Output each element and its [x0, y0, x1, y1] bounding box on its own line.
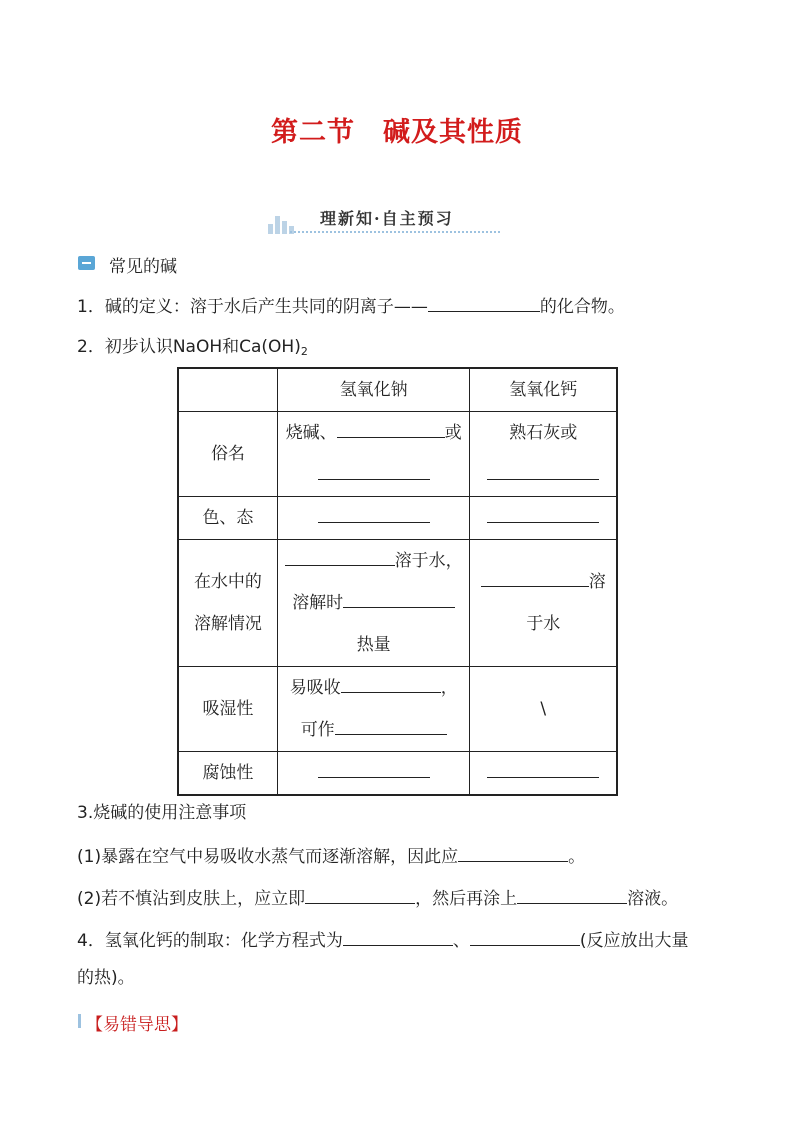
q4-mid: 、	[452, 931, 470, 951]
q3-p2-suffix: 溶液。	[627, 889, 679, 909]
answer-blank[interactable]	[343, 927, 453, 946]
answer-blank[interactable]	[341, 676, 441, 693]
q3-p2-mid: ，然后再涂上	[415, 889, 518, 909]
cell-text: 易吸收	[289, 678, 341, 698]
answer-blank[interactable]	[481, 570, 589, 587]
answer-blank[interactable]	[337, 421, 445, 438]
row-label-color: 色、态	[178, 497, 277, 540]
table-row	[178, 752, 617, 796]
answer-blank[interactable]	[318, 506, 430, 523]
cell-text: 溶于水，	[394, 551, 463, 571]
cell-text: 溶	[588, 572, 606, 592]
answer-blank[interactable]	[318, 761, 430, 778]
question-3-part-1	[77, 843, 585, 869]
cell-naoh-solubility	[277, 540, 470, 667]
answer-blank[interactable]	[470, 927, 580, 946]
marker-icon	[78, 1014, 81, 1028]
answer-blank[interactable]	[343, 591, 455, 608]
answer-blank[interactable]	[318, 463, 430, 480]
question-4	[77, 927, 688, 953]
header-naoh: 氢氧化钠	[277, 368, 470, 412]
table-row	[178, 412, 617, 497]
table-row	[178, 368, 617, 412]
section-banner	[268, 204, 500, 234]
question-3-heading: 3.烧碱的使用注意事项	[77, 803, 247, 823]
header-caoh: 氢氧化钙	[470, 368, 617, 412]
answer-blank[interactable]	[285, 549, 395, 566]
question-1	[77, 293, 625, 319]
cell-text: 熟石灰或	[509, 423, 578, 443]
cell-caoh-name	[470, 412, 617, 497]
table-row	[178, 497, 617, 540]
minus-icon	[78, 256, 95, 270]
cell-text: 热量	[356, 635, 391, 655]
answer-blank[interactable]	[487, 463, 599, 480]
cell-text: ，	[440, 678, 458, 698]
cell-text: 或	[444, 423, 462, 443]
q3-p1-suffix: 。	[568, 847, 586, 867]
q3-p1-text: (1)暴露在空气中易吸收水蒸气而逐渐溶解，因此应	[77, 847, 459, 867]
q3-p2-text: (2)若不慎沾到皮肤上，应立即	[77, 889, 306, 909]
q4-suffix: (反应放出大量	[579, 931, 689, 951]
cell-naoh-hygroscopic	[277, 667, 470, 752]
q4-text: 4．氢氧化钙的制取：化学方程式为	[77, 931, 343, 951]
comparison-table	[177, 367, 618, 796]
q2-subscript: 2	[300, 345, 308, 358]
page-title: 第二节 碱及其性质	[271, 117, 523, 148]
q1-prefix: 1．碱的定义：溶于水后产生共同的阴离子——	[77, 297, 428, 317]
answer-blank[interactable]	[487, 761, 599, 778]
cell-caoh-solubility	[470, 540, 617, 667]
cell-caoh-color	[470, 497, 617, 540]
cell-caoh-hygroscopic: \	[470, 667, 617, 752]
row-label-solubility	[178, 540, 277, 667]
row-label-corrosive: 腐蚀性	[178, 752, 277, 796]
q1-suffix: 的化合物。	[539, 297, 625, 317]
cell-naoh-corrosive	[277, 752, 470, 796]
cell-text: 可作	[300, 720, 335, 740]
answer-blank[interactable]	[458, 843, 568, 862]
question-4-line-2: 的热)。	[77, 968, 135, 988]
table-corner-cell	[178, 368, 277, 412]
cell-text: 溶解时	[292, 593, 344, 613]
answer-blank[interactable]	[305, 885, 415, 904]
row-label-name: 俗名	[178, 412, 277, 497]
error-reflection-text: 【易错导思】	[86, 1015, 188, 1035]
answer-blank[interactable]	[428, 293, 540, 312]
banner-text: 理新知·自主预习	[320, 209, 454, 228]
cell-text: 于水	[526, 614, 561, 634]
table-row	[178, 540, 617, 667]
cell-text: 在水中的	[193, 572, 262, 592]
cell-naoh-name	[277, 412, 470, 497]
cell-text: 烧碱、	[285, 423, 337, 443]
cell-naoh-color	[277, 497, 470, 540]
table-row	[178, 667, 617, 752]
question-3-part-2	[77, 885, 678, 911]
q2-text: 2．初步认识NaOH和Ca(OH)	[77, 337, 301, 357]
row-label-hygroscopic: 吸湿性	[178, 667, 277, 752]
answer-blank[interactable]	[517, 885, 627, 904]
cell-caoh-corrosive	[470, 752, 617, 796]
section-heading-text: 常见的碱	[109, 257, 177, 277]
answer-blank[interactable]	[487, 506, 599, 523]
question-2	[77, 335, 308, 364]
answer-blank[interactable]	[335, 718, 447, 735]
cell-text: 溶解情况	[193, 614, 262, 634]
